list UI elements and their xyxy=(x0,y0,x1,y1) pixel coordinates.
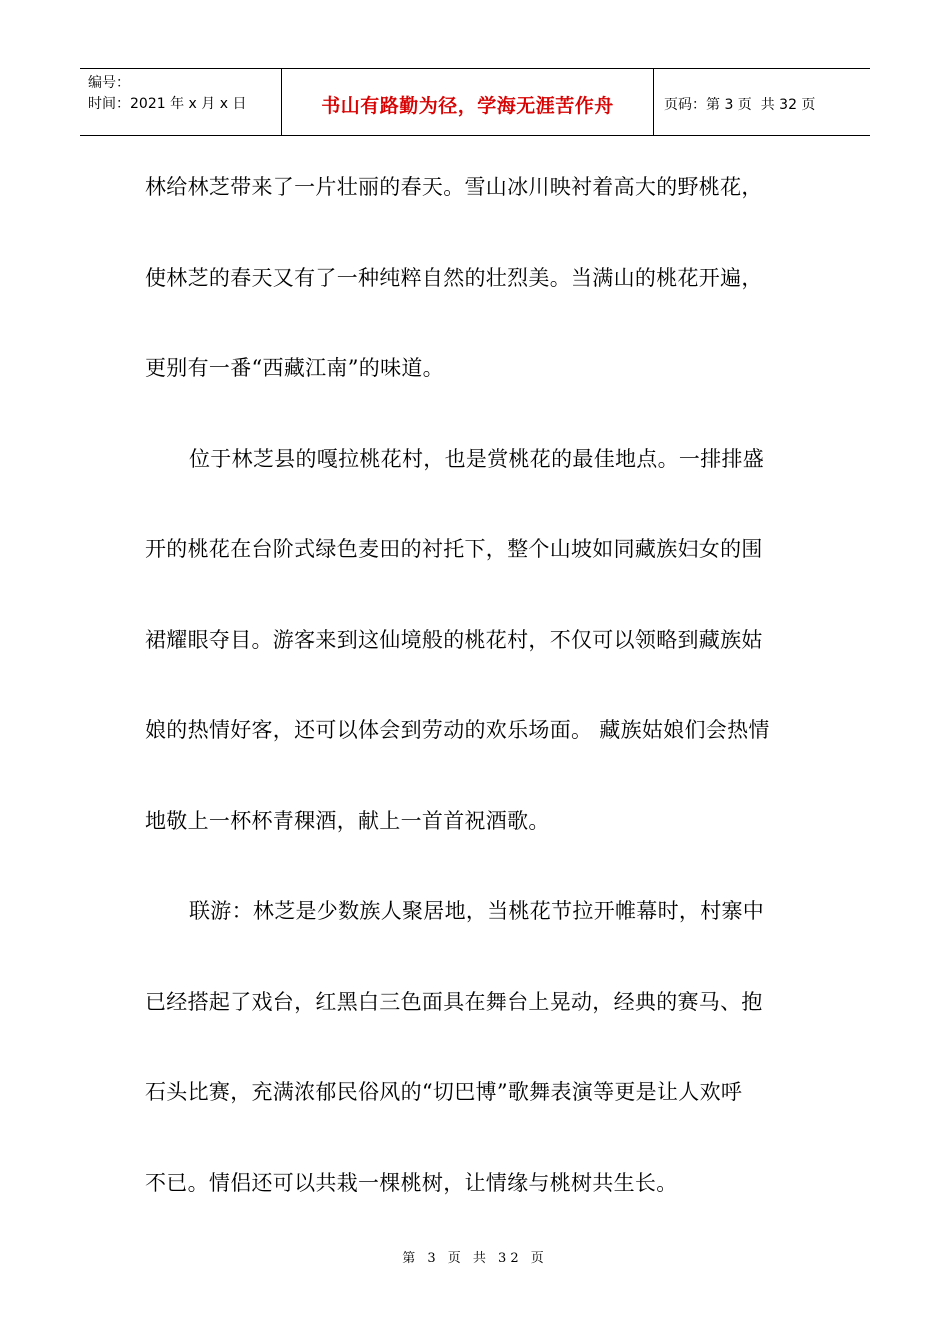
paragraph-line: 已经搭起了戏台，红黑白三色面具在舞台上晃动，经典的赛马、抱 xyxy=(145,989,763,1014)
header-motto: 书山有路勤为径，学海无涯苦作舟 xyxy=(321,94,614,117)
header-page-info-cell xyxy=(654,69,870,135)
paragraph-line: 开的桃花在台阶式绿色麦田的衬托下，整个山坡如同藏族妇女的围 xyxy=(145,537,763,561)
paragraph-line: 位于林芝县的嘎拉桃花村，也是赏桃花的最佳地点。一排排盛 xyxy=(189,446,765,471)
document-number-label: 编号： xyxy=(88,75,130,91)
header-page-info: 页码：第 3 页 共 32 页 xyxy=(664,97,816,113)
document-body xyxy=(145,159,815,1245)
paragraph-line: 不已。情侣还可以共栽一棵桃树，让情缘与桃树共生长。 xyxy=(145,1170,678,1195)
paragraph-line: 地敬上一杯杯青稞酒，献上一首首祝酒歌。 xyxy=(145,808,550,833)
page-footer xyxy=(0,1247,950,1266)
paragraph-line: 林给林芝带来了一片壮丽的春天。雪山冰川映衬着高大的野桃花， xyxy=(145,175,763,199)
paragraph-line: 石头比赛，充满浓郁民俗风的“切巴博”歌舞表演等更是让人欢呼 xyxy=(145,1080,743,1104)
header-meta xyxy=(80,69,282,135)
document-date: 时间：2021 年 x 月 x 日 xyxy=(88,96,247,112)
paragraph-line: 裙耀眼夺目。游客来到这仙境般的桃花村，不仅可以领略到藏族姑 xyxy=(145,627,763,652)
page-header xyxy=(80,68,870,136)
paragraph-line: 联游：林芝是少数族人聚居地，当桃花节拉开帷幕时，村寨中 xyxy=(189,899,765,923)
paragraph-line: 使林芝的春天又有了一种纯粹自然的壮烈美。当满山的桃花开遍， xyxy=(145,265,763,290)
paragraph-line: 更别有一番“西藏江南”的味道。 xyxy=(145,356,444,380)
paragraph-line: 娘的热情好客，还可以体会到劳动的欢乐场面。 藏族姑娘们会热情 xyxy=(145,718,770,742)
footer-page-number: 第 3 页 共 32 页 xyxy=(402,1251,548,1266)
header-motto-cell xyxy=(282,69,654,135)
